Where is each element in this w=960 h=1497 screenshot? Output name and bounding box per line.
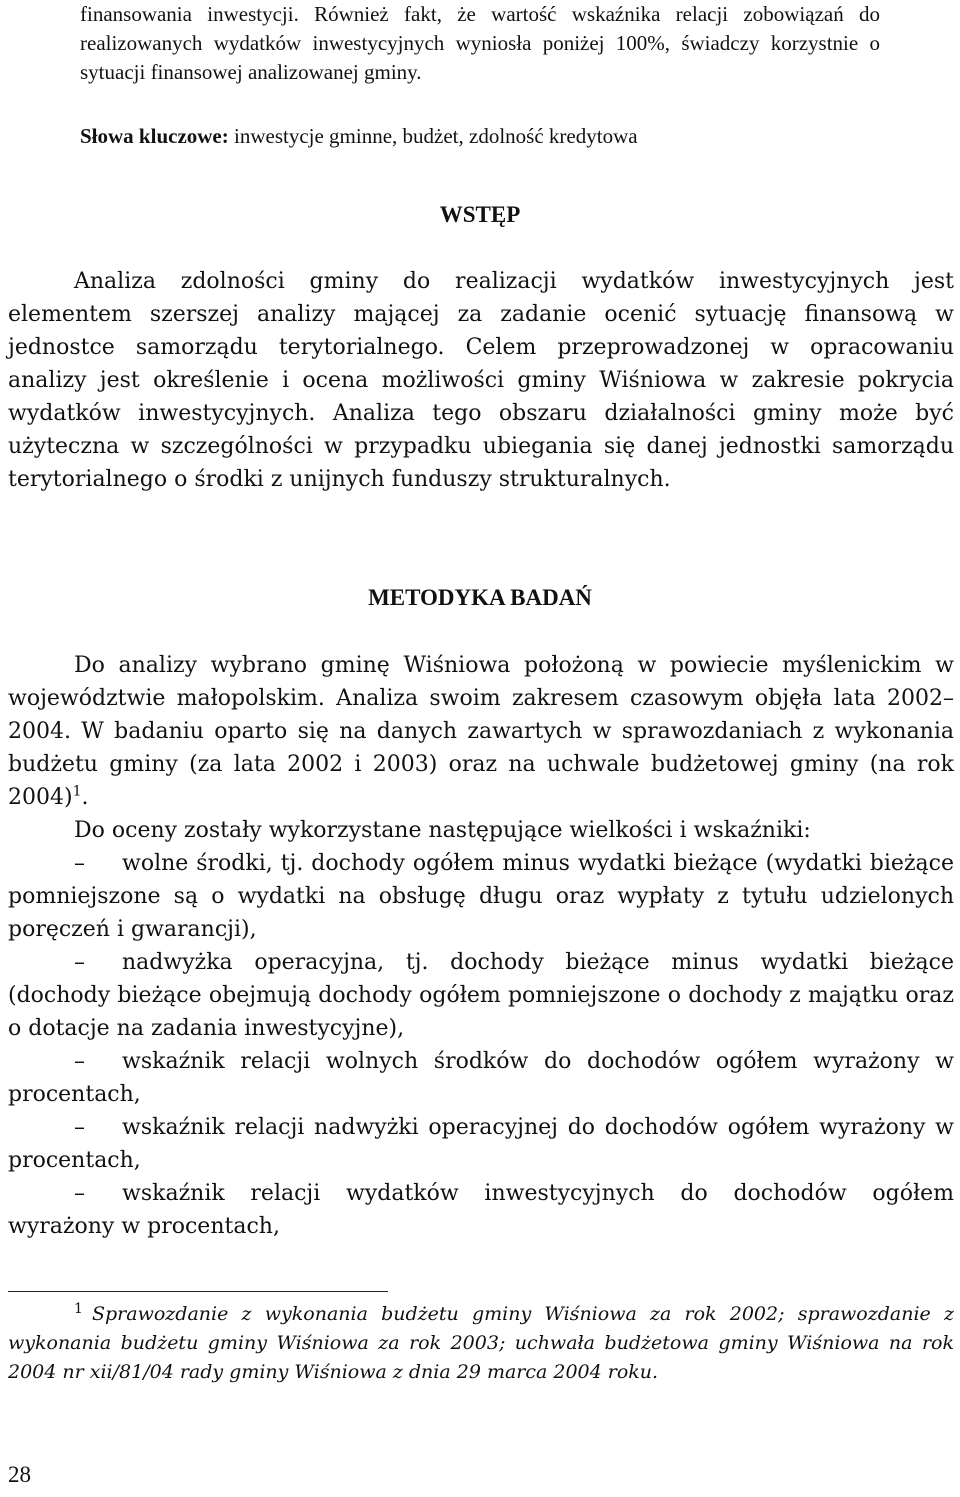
- method-paragraph-1-end: .: [81, 785, 89, 810]
- list-dash: –: [74, 851, 85, 876]
- list-item-text: nadwyżka operacyjna, tj. dochody bieżące minus wydatki bieżące (dochody bieżące obejmują dochody ogółem pomniejszone o dochody z majątku oraz o dotacje na zadania inwestycyjne),: [8, 950, 954, 1041]
- keywords-text: inwestycje gminne, budżet, zdolność kredytowa: [228, 124, 638, 148]
- method-paragraph-2: Do oceny zostały wykorzystane następujące wielkości i wskaźniki:: [74, 818, 811, 843]
- keywords-label: Słowa kluczowe:: [80, 124, 229, 148]
- method-heading: METODYKA BADAŃ: [368, 585, 592, 610]
- method-paragraph-1-text: Do analizy wybrano gminę Wiśniowa położoną w powiecie myślenickim w województwie małopolskim. Analiza swoim zakresem czasowym objęła lata 2002–2004. W badaniu oparto się na danych zawartych w sprawozdaniach z wykonania budżetu gminy (za lata 2002 i 2003) oraz na uchwale budżetowej gminy (na rok 2004): [8, 653, 954, 810]
- list-item-text: wolne środki, tj. dochody ogółem minus wydatki bieżące (wydatki bieżące pomniejszone są o wydatki na obsługę długu oraz wypłaty z tytułu udzielonych poręczeń i gwarancji),: [8, 851, 954, 942]
- intro-paragraph: Analiza zdolności gminy do realizacji wydatków inwestycyjnych jest elementem szerszej analizy mającej za zadanie ocenić sytuację finansową w jednostce samorządu terytorialnego. Celem przeprowadzonej w opracowaniu analizy jest określenie i ocena możliwości gminy Wiśniowa w zakresie pokrycia wydatków inwestycyjnych. Analiza tego obszaru działalności gminy może być użyteczna w szczególności w przypadku ubiegania się danej jednostki samorządu terytorialnego o środki z unijnych funduszy strukturalnych.: [8, 269, 954, 492]
- intro-section: [8, 265, 954, 496]
- footnote-reference[interactable]: 1: [72, 783, 82, 800]
- list-dash: –: [74, 1115, 85, 1140]
- list-item-text: wskaźnik relacji wolnych środków do dochodów ogółem wyrażony w procentach,: [8, 1049, 954, 1107]
- list-item-text: wskaźnik relacji wydatków inwestycyjnych do dochodów ogółem wyrażony w procentach,: [8, 1181, 954, 1239]
- method-paragraph-1: [8, 649, 954, 814]
- list-item: [8, 847, 954, 946]
- list-item: [8, 946, 954, 1045]
- keywords: [80, 122, 900, 151]
- list-item: [8, 1111, 954, 1177]
- list-item-text: wskaźnik relacji nadwyżki operacyjnej do dochodów ogółem wyrażony w procentach,: [8, 1115, 954, 1173]
- list-dash: –: [74, 950, 85, 975]
- list-item: [8, 1177, 954, 1243]
- page-number: 28: [8, 1462, 31, 1487]
- footnote-divider: [8, 1291, 388, 1292]
- list-item: [8, 1045, 954, 1111]
- footnote-text: Sprawozdanie z wykonania budżetu gminy Wiśniowa za rok 2002; sprawozdanie z wykonania budżetu gminy Wiśniowa za rok 2003; uchwała budżetowa gminy Wiśniowa na rok 2004 nr xii/81/04 rady gminy Wiśniowa z dnia 29 marca 2004 roku.: [8, 1303, 954, 1383]
- intro-heading: WSTĘP: [439, 202, 521, 227]
- method-section: [8, 649, 954, 1243]
- list-dash: –: [74, 1049, 85, 1074]
- footnote: 1 Sprawozdanie z wykonania budżetu gminy Wiśniowa za rok 2002; sprawozdanie z wykonania budżetu gminy Wiśniowa za rok 2003; uchwała budżetowa gminy Wiśniowa na rok 2004 nr xii/81/04 rady gminy Wiśniowa z dnia 29 marca 2004 roku.: [8, 1300, 954, 1383]
- list-dash: –: [74, 1181, 85, 1206]
- abstract-text: finansowania inwestycji. Również fakt, że wartość wskaźnika relacji zobowiązań do realizowanych wydatków inwestycyjnych wyniosła poniżej 100%, świadczy korzystnie o sytuacji finansowej analizowanej gminy.: [80, 2, 880, 84]
